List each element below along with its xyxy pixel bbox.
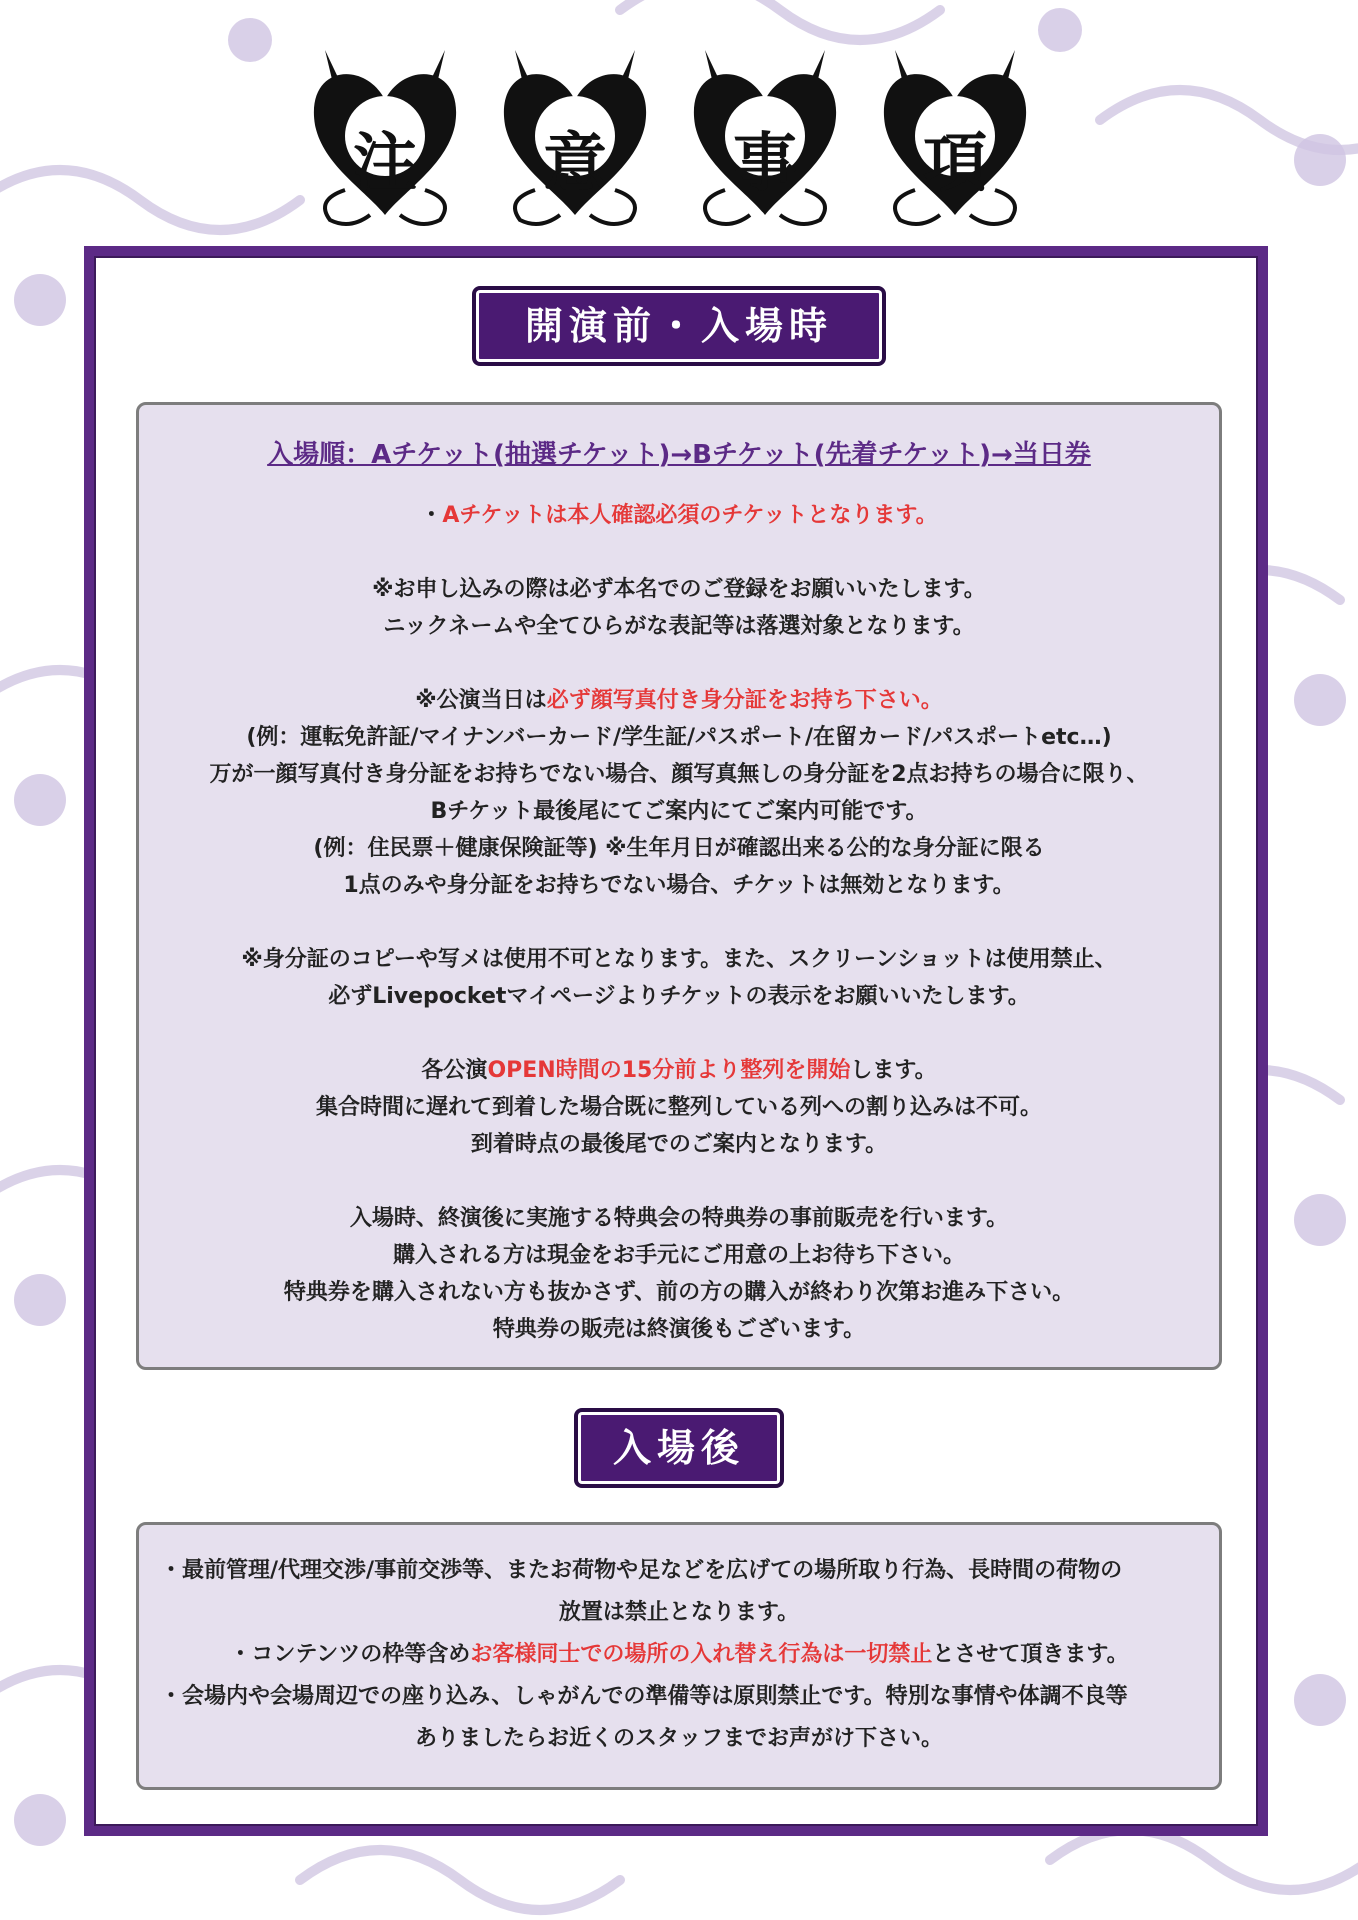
rule-2-suffix: とさせて頂きます。 bbox=[932, 1642, 1129, 1667]
bonus-rule-2: 購入される方は現金をお手元にご用意の上お待ち下さい。 bbox=[392, 1243, 965, 1268]
id-required-line bbox=[0, 688, 1358, 714]
section-badge-before-show bbox=[476, 290, 882, 362]
section-badge-after-entry bbox=[578, 1412, 780, 1484]
bonus-rule-1: 入場時、終演後に実施する特典会の特典券の事前販売を行います。 bbox=[349, 1206, 1009, 1231]
a-ticket-note bbox=[0, 503, 1358, 529]
title-char-1: 注 bbox=[353, 127, 417, 201]
title-hearts bbox=[300, 40, 1060, 240]
queue-emphasis: OPEN時間の15分前より整列を開始 bbox=[487, 1058, 851, 1083]
id-alternative-3: (例：住民票＋健康保険証等) ※生年月日が確認出来る公的な身分証に限る bbox=[313, 836, 1045, 861]
id-required-emphasis: 必ず顔写真付き身分証をお持ち下さい。 bbox=[546, 688, 943, 713]
bonus-rule-3: 特典券を購入されない方も抜かさず、前の方の購入が終わり次第お進み下さい。 bbox=[283, 1280, 1075, 1305]
section-badge-label: 入場後 bbox=[612, 1426, 745, 1470]
section-badge-label: 開演前・入場時 bbox=[524, 304, 833, 348]
copy-rule-1: ※身分証のコピーや写メは使用不可となります。また、スクリーンショットは使用禁止、 bbox=[241, 947, 1117, 972]
rule-2-emphasis: お客様同士での場所の入れ替え行為は一切禁止 bbox=[470, 1642, 933, 1667]
id-alternative-2: Bチケット最後尾にてご案内にてご案内可能です。 bbox=[430, 799, 928, 824]
entry-order-heading: 入場順：Aチケット(抽選チケット)→Bチケット(先着チケット)→当日券 bbox=[267, 440, 1091, 470]
id-alternative-4: 1点のみや身分証をお持ちでない場合、チケットは無効となります。 bbox=[343, 873, 1015, 898]
queue-prefix: 各公演 bbox=[421, 1058, 488, 1083]
registration-line-2: ニックネームや全てひらがな表記等は落選対象となります。 bbox=[383, 614, 975, 639]
copy-rule-2: 必ずLivepocketマイページよりチケットの表示をお願いいたします。 bbox=[328, 984, 1030, 1009]
queue-rule-1 bbox=[0, 1058, 1358, 1084]
queue-rule-3: 到着時点の最後尾でのご案内となります。 bbox=[470, 1132, 888, 1157]
after-entry-rule-3a: ・会場内や会場周辺での座り込み、しゃがんでの準備等は原則禁止です。特別な事情や体調不良等 bbox=[160, 1684, 1128, 1709]
after-entry-rule-3b: ありましたらお近くのスタッフまでお声がけ下さい。 bbox=[414, 1726, 943, 1751]
id-examples: (例：運転免許証/マイナンバーカード/学生証/パスポート/在留カード/パスポートetc…) bbox=[246, 725, 1112, 750]
queue-suffix: します。 bbox=[850, 1058, 937, 1083]
title-char-2: 意 bbox=[543, 127, 607, 201]
after-entry-rule-1b: 放置は禁止となります。 bbox=[558, 1600, 800, 1625]
bullet: ・ bbox=[420, 503, 443, 528]
after-entry-rule-1a: ・最前管理/代理交渉/事前交渉等、またお荷物や足などを広げての場所取り行為、長時間の荷物の bbox=[160, 1558, 1123, 1583]
a-ticket-note-text: Aチケットは本人確認必須のチケットとなります。 bbox=[442, 503, 938, 528]
after-entry-rule-2 bbox=[0, 1642, 1358, 1668]
title-char-4: 項 bbox=[923, 127, 987, 201]
id-alternative-1: 万が一顔写真付き身分証をお持ちでない場合、顔写真無しの身分証を2点お持ちの場合に限り、 bbox=[209, 762, 1149, 787]
bonus-rule-4: 特典券の販売は終演後もございます。 bbox=[492, 1317, 866, 1342]
queue-rule-2: 集合時間に遅れて到着した場合既に整列している列への割り込みは不可。 bbox=[315, 1095, 1042, 1120]
title-char-3: 事 bbox=[733, 127, 797, 201]
registration-line-1: ※お申し込みの際は必ず本名でのご登録をお願いいたします。 bbox=[372, 577, 986, 602]
rule-2-prefix: ・コンテンツの枠等含め bbox=[229, 1642, 471, 1667]
id-required-prefix: ※公演当日は bbox=[415, 688, 547, 713]
